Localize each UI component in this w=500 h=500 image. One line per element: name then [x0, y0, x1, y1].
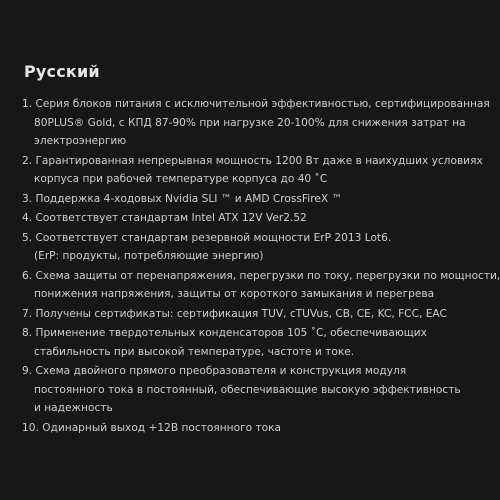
list-item: [22, 324, 492, 361]
list-item-text: 1. Серия блоков питания с исключительной эффективностью, сертифицированная: [22, 98, 490, 110]
feature-list: [22, 95, 500, 438]
list-item: [22, 209, 492, 228]
list-item-text: 6. Схема защиты от перенапряжения, перегрузки по току, перегрузки по мощности,: [22, 269, 500, 282]
list-item-continuation: стабильность при высокой температуре, частоте и токе.: [34, 345, 355, 358]
list-item-text: 2. Гарантированная непрерывная мощность 1200 Вт даже в наихудших условиях: [22, 154, 483, 167]
list-item-continuation: электроэнергию: [34, 135, 127, 147]
list-item: [22, 362, 492, 418]
list-item-text: 8. Применение твердотельных конденсаторов 105 ˚C, обеспечивающих: [22, 327, 427, 339]
list-item: [22, 267, 500, 304]
list-item-text: 9. Схема двойного прямого преобразователя и конструкция модуля: [22, 365, 407, 377]
list-item: [22, 190, 492, 209]
list-item: [22, 229, 492, 266]
list-item-text: 3. Поддержка 4-ходовых Nvidia SLI ™ и AMD CrossFireX ™: [22, 192, 343, 205]
list-item: [22, 419, 492, 438]
list-item-text: 10. Одинарный выход +12В постоянного тока: [22, 421, 282, 434]
list-item-text: 5. Соответствует стандартам резервной мощности ErP 2013 Lot6.: [22, 231, 392, 244]
list-item-continuation: постоянного тока в постоянный, обеспечивающие высокую эффективность: [34, 383, 461, 396]
list-item-text: 4. Соответствует стандартам Intel ATX 12V Ver2.52: [22, 212, 307, 224]
list-item-continuation: 80PLUS® Gold, с КПД 87-90% при нагрузке 20-100% для снижения затрат на: [34, 116, 466, 129]
list-item: [22, 152, 492, 189]
list-item-continuation: и надежность: [34, 402, 113, 414]
list-item-continuation: корпуса при рабочей температуре корпуса до 40 ˚C: [34, 173, 328, 185]
list-item-continuation: (ErP: продукты, потребляющие энергию): [34, 250, 264, 262]
list-item-text: 7. Получены сертификаты: сертификация TUV, cTUVus, CB, CE, KC, FCC, EAC: [22, 307, 447, 320]
list-item: [22, 305, 492, 324]
section-heading: Русский: [24, 62, 100, 81]
list-item: [22, 95, 492, 151]
list-item-continuation: понижения напряжения, защиты от короткого замыкания и перегрева: [34, 288, 435, 300]
